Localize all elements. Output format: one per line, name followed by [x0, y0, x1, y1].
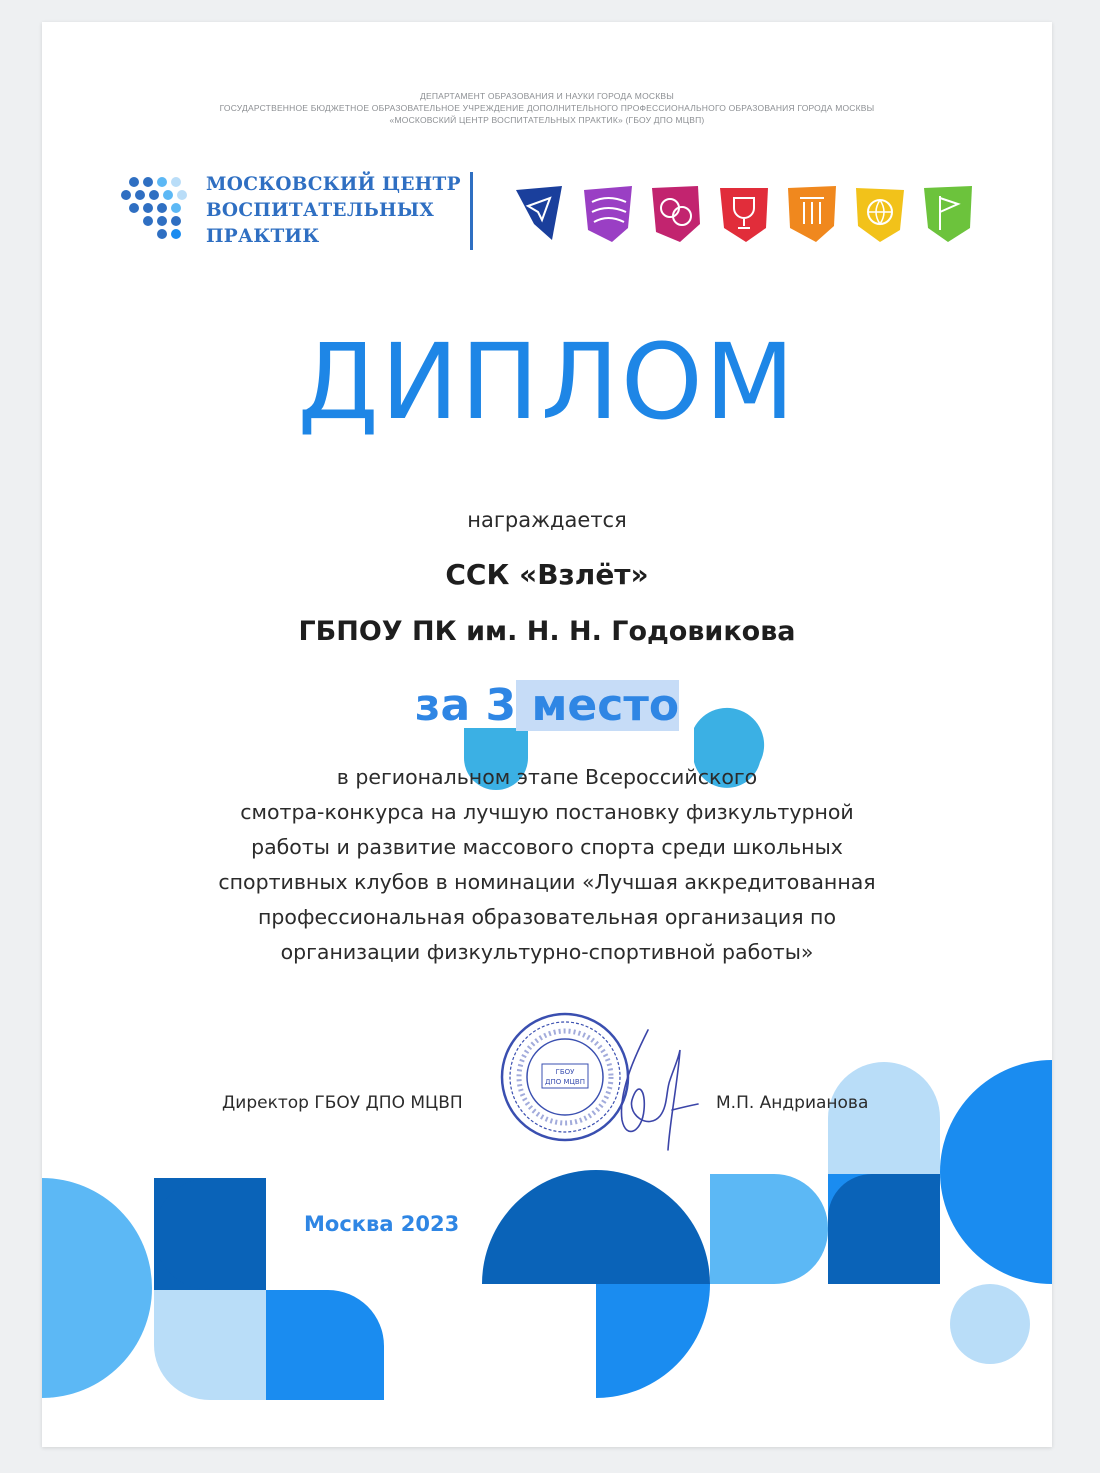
- diploma-title: ДИПЛОМ: [297, 321, 797, 443]
- handwritten-signature: [608, 1020, 718, 1170]
- city-year: Москва 2023: [304, 1212, 460, 1236]
- description-line: организации физкультурно-спортивной работы»: [280, 940, 814, 964]
- description-line: профессиональная образовательная организация по: [257, 905, 836, 929]
- description-line: смотра-конкурса на лучшую постановку физкультурной: [240, 800, 854, 824]
- mcvp-logo-text: [206, 172, 461, 250]
- description-line: спортивных клубов в номинации «Лучшая аккредитованная: [218, 870, 876, 894]
- logo-line: ПРАКТИК: [206, 226, 320, 247]
- direction-badges: [512, 184, 982, 244]
- theatre-masks-icon: [652, 186, 700, 242]
- dept-line: «МОСКОВСКИЙ ЦЕНТР ВОСПИТАТЕЛЬНЫХ ПРАКТИК» (ГБОУ ДПО МЦВП): [389, 115, 705, 125]
- place-line: [42, 680, 1052, 731]
- awardee-organization: ГБПОУ ПК им. Н. Н. Годовикова: [298, 616, 796, 647]
- mcvp-logo-icon: [120, 174, 194, 244]
- place-suffix: место: [516, 680, 680, 731]
- globe-icon: [856, 188, 904, 242]
- description-line: в региональном этапе Всероссийского: [336, 765, 758, 789]
- logo-divider: [470, 172, 473, 250]
- logo-line: МОСКОВСКИЙ ЦЕНТР: [206, 174, 461, 195]
- dept-line: ГОСУДАРСТВЕННОЕ БЮДЖЕТНОЕ ОБРАЗОВАТЕЛЬНОЕ УЧРЕЖДЕНИЕ ДОПОЛНИТЕЛЬНОГО ПРОФЕССИОНАЛЬНОГО ОБРАЗОВАНИЯ ГОРОДА МОСКВЫ: [219, 103, 875, 113]
- place-number: 3: [485, 680, 517, 731]
- award-description: [42, 760, 1052, 970]
- description-line: работы и развитие массового спорта среди школьных: [251, 835, 843, 859]
- logo-line: ВОСПИТАТЕЛЬНЫХ: [206, 200, 435, 221]
- waves-icon: [584, 186, 632, 242]
- stamp-line: ГБОУ: [555, 1068, 575, 1076]
- diploma-sheet: [42, 22, 1052, 1447]
- stamp-line: ДПО МЦВП: [544, 1078, 586, 1086]
- awardee-team: ССК «Взлёт»: [445, 558, 649, 591]
- department-header: [42, 90, 1052, 126]
- signer-name: М.П. Андрианова: [716, 1093, 869, 1113]
- awarded-text: награждается: [467, 508, 627, 532]
- column-icon: [788, 186, 836, 242]
- dept-line: ДЕПАРТАМЕНТ ОБРАЗОВАНИЯ И НАУКИ ГОРОДА МОСКВЫ: [420, 91, 674, 101]
- paper-plane-icon: [516, 186, 562, 240]
- flag-icon: [924, 186, 972, 242]
- trophy-icon: [720, 188, 768, 242]
- signer-position: Директор ГБОУ ДПО МЦВП: [222, 1093, 463, 1113]
- place-prefix: за: [414, 680, 486, 731]
